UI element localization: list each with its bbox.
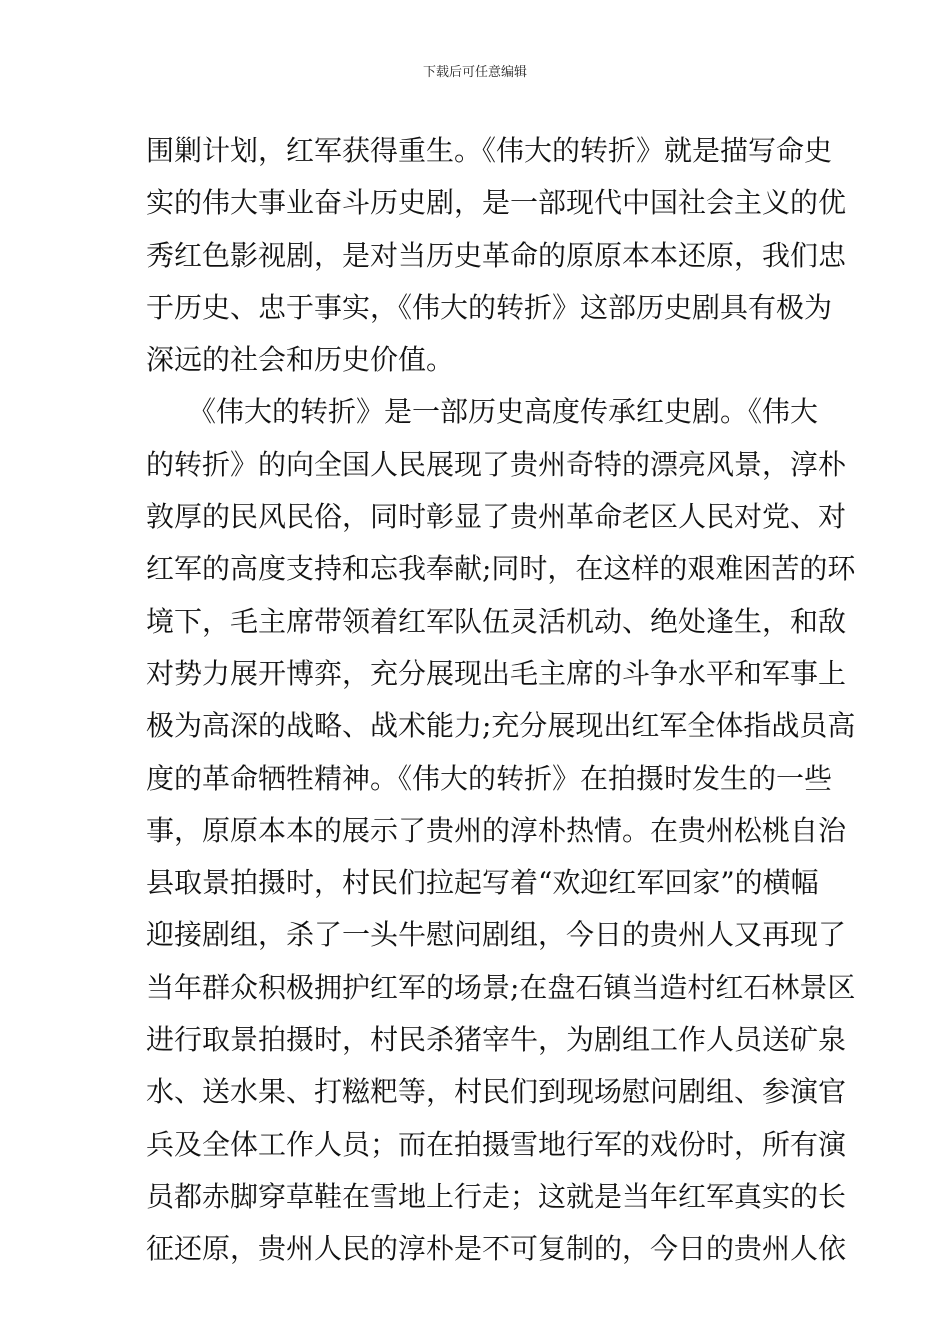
text-line-22: 征还原，贵州人民的淳朴是不可复制的，今日的贵州人依: [146, 1232, 847, 1266]
text-line-9: 红军的高度支持和忘我奉献;同时，在这样的艰难困苦的环: [146, 552, 856, 586]
text-line-20: 兵及全体工作人员；而在拍摄雪地行军的戏份时，所有演: [146, 1127, 847, 1161]
page-header: 下载后可任意编辑: [422, 65, 527, 80]
text-line-10: 境下，毛主席带领着红军队伍灵活机动、绝处逢生，和敌: [146, 604, 847, 638]
text-line-5: 深远的社会和历史价值。: [146, 343, 455, 377]
text-line-12: 极为高深的战略、战术能力;充分展现出红军全体指战员高: [146, 709, 856, 743]
text-line-11: 对势力展开博弈，充分展现出毛主席的斗争水平和军事上: [146, 656, 847, 690]
text-line-15: 县取景拍摄时，村民们拉起写着“欢迎红军回家”的横幅: [146, 866, 819, 900]
text-line-18: 进行取景拍摄时，村民杀猪宰牛，为剧组工作人员送矿泉: [146, 1023, 847, 1057]
text-line-7: 的转折》的向全国人民展现了贵州奇特的漂亮风景，淳朴: [146, 447, 847, 481]
text-line-8: 敦厚的民风民俗，同时彰显了贵州革命老区人民对党、对: [146, 500, 847, 534]
text-line-21: 员都赤脚穿草鞋在雪地上行走；这就是当年红军真实的长: [146, 1179, 847, 1213]
text-line-13: 度的革命牺牲精神。《伟大的转折》在拍摄时发生的一些: [146, 761, 833, 795]
body-text: [146, 129, 856, 1280]
text-line-19: 水、送水果、打糍粑等，村民们到现场慰问剧组、参演官: [146, 1075, 847, 1109]
text-line-2: 实的伟大事业奋斗历史剧，是一部现代中国社会主义的优: [146, 186, 847, 220]
text-line-3: 秀红色影视剧，是对当历史革命的原原本本还原，我们忠: [146, 238, 847, 272]
text-line-14: 事，原原本本的展示了贵州的淳朴热情。在贵州松桃自治: [146, 813, 847, 847]
text-line-6: 《伟大的转折》是一部历史高度传承红史剧。《伟大: [146, 395, 819, 429]
text-line-16: 迎接剧组，杀了一头牛慰问剧组，今日的贵州人又再现了: [146, 918, 847, 952]
text-line-1: 围剿计划，红军获得重生。《伟大的转折》就是描写命史: [146, 134, 833, 167]
text-line-17: 当年群众积极拥护红军的场景;在盘石镇当造村红石林景区: [146, 970, 856, 1004]
text-line-4: 于历史、忠于事实，《伟大的转折》这部历史剧具有极为: [146, 290, 833, 324]
